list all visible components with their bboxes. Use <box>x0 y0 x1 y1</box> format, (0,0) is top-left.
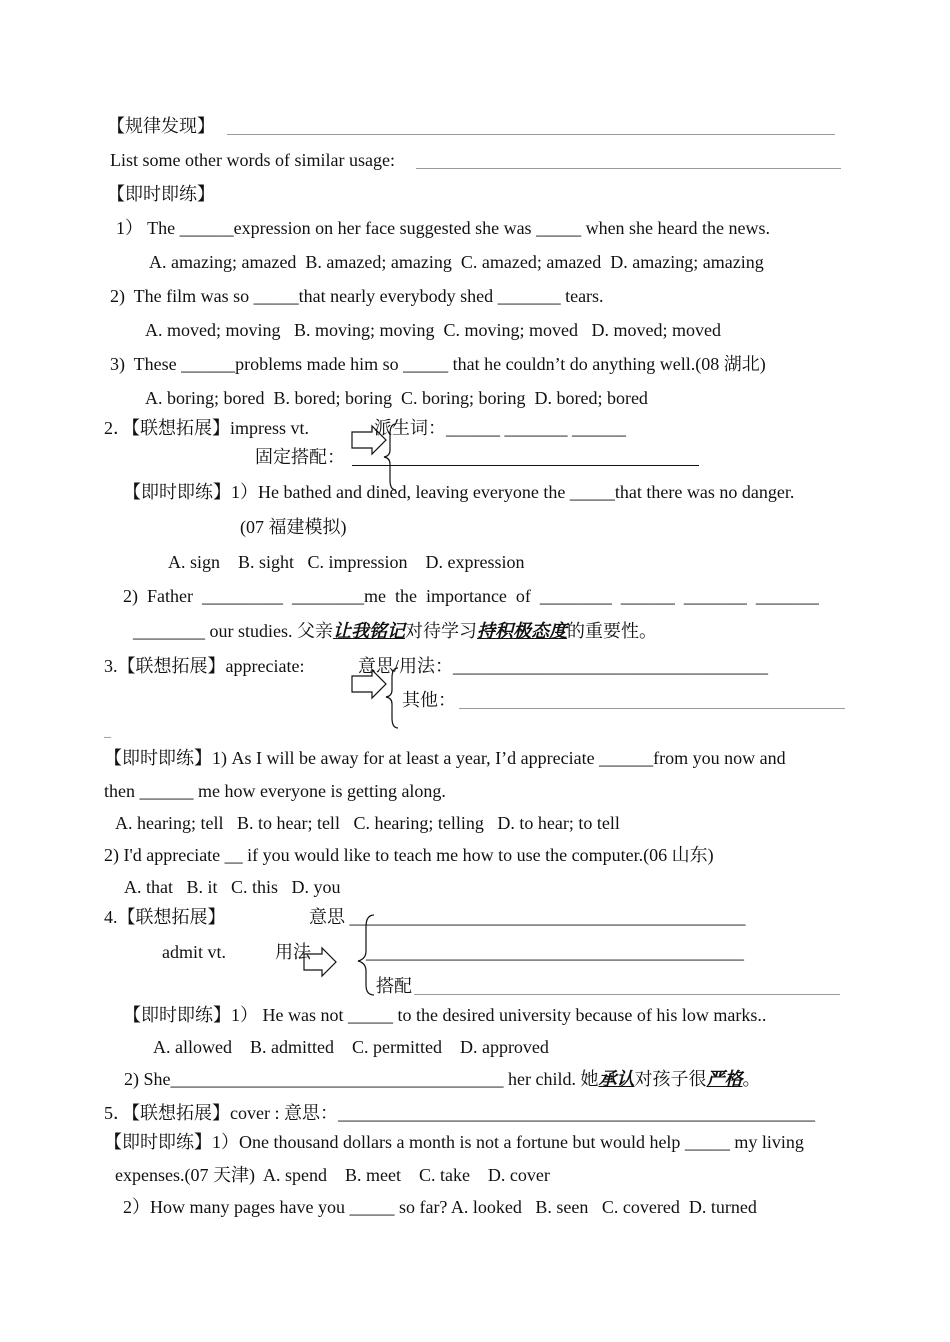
arrow-brace-icon <box>302 915 376 997</box>
question-2-1-source: (07 福建模拟) <box>240 517 347 537</box>
meaning-label: 意思 ____________________________________________ <box>309 907 746 927</box>
section-5-heading: 5．【联想拓展】cover : 意思：_____________________________________________________ <box>104 1103 815 1123</box>
question-5-1-continued: expenses.(07 天津) A. spend B. meet C. take D. cover <box>115 1165 550 1185</box>
question-1-2: 2) The film was so _____that nearly everybody shed _______ tears. <box>110 286 604 306</box>
question-5-1: 【即时即练】1）One thousand dollars a month is not a fortune but would help _____ my living <box>104 1132 804 1152</box>
usage-answer-line[interactable]: __________________________________________ <box>366 942 744 962</box>
rule-discovery-label: 【规律发现】 <box>107 116 215 136</box>
derivatives-label: 派生词：______ _______ ______ <box>374 418 626 438</box>
fixed-phrase-label: 固定搭配： <box>255 447 345 467</box>
admit-word: admit vt. <box>162 942 226 962</box>
fixed-phrase-answer-line[interactable] <box>352 465 699 466</box>
arrow-brace-icon <box>350 668 398 728</box>
question-3-2: 2) I'd appreciate __ if you would like to teach me how to use the computer.(06 山东) <box>104 845 714 865</box>
stray-mark: _ <box>104 725 111 740</box>
question-3-1-continued: then ______ me how everyone is getting along. <box>104 781 446 801</box>
question-1-3-options: A. boring; bored B. bored; boring C. boring; boring D. bored; bored <box>145 388 648 408</box>
section-3-heading: 3.【联想拓展】appreciate: <box>104 656 305 676</box>
question-2-1: 【即时即练】1）He bathed and dined, leaving everyone the _____that there was no danger. <box>123 482 795 502</box>
question-4-1: 【即时即练】1） He was not _____ to the desired university because of his low marks.. <box>123 1005 767 1025</box>
question-1-3: 3) These ______problems made him so _____ that he couldn’t do anything well.(08 湖北) <box>110 354 766 374</box>
question-2-2-continued: ________ our studies. 父亲让我铭记对待学习持积极态度的重要性。 <box>133 621 657 641</box>
question-3-1-options: A. hearing; tell B. to hear; tell C. hearing; telling D. to hear; to tell <box>115 813 620 833</box>
meaning-usage-label: 意思/用法：___________________________________ <box>358 656 769 676</box>
question-1-1-options: A. amazing; amazed B. amazed; amazing C. amazed; amazed D. amazing; amazing <box>149 252 764 272</box>
question-4-2: 2) She_____________________________________ her child. 她承认对孩子很严格。 <box>124 1069 761 1089</box>
question-5-2: 2）How many pages have you _____ so far? A. looked B. seen C. covered D. turned <box>123 1197 757 1217</box>
question-2-1-options: A. sign B. sight C. impression D. expression <box>168 552 525 572</box>
similar-words-prompt: List some other words of similar usage: <box>110 150 395 170</box>
practice-label: 【即时即练】 <box>107 184 215 204</box>
question-4-1-options: A. allowed B. admitted C. permitted D. approved <box>153 1037 549 1057</box>
question-1-2-options: A. moved; moving B. moving; moving C. moving; moved D. moved; moved <box>145 320 721 340</box>
question-3-2-options: A. that B. it C. this D. you <box>124 877 341 897</box>
question-1-1: 1） The ______expression on her face suggested she was _____ when she heard the news. <box>116 218 771 238</box>
usage-label: 用法 <box>275 942 311 962</box>
similar-words-answer-line[interactable] <box>416 168 841 169</box>
section-4-heading: 4.【联想拓展】 <box>104 907 226 927</box>
other-answer-line[interactable] <box>459 708 845 709</box>
rule-answer-line[interactable] <box>227 134 835 135</box>
section-2-heading: 2．【联想拓展】impress vt. <box>104 418 309 438</box>
collocation-answer-line[interactable] <box>414 994 840 995</box>
other-label: 其他： <box>402 690 456 710</box>
collocation-label: 搭配 <box>376 976 412 996</box>
question-2-2: 2) Father _________ ________me the importance of ________ ______ _______ _______ <box>123 586 819 606</box>
question-3-1: 【即时即练】1) As I will be away for at least a year, I’d appreciate ______from you now and <box>104 748 786 768</box>
